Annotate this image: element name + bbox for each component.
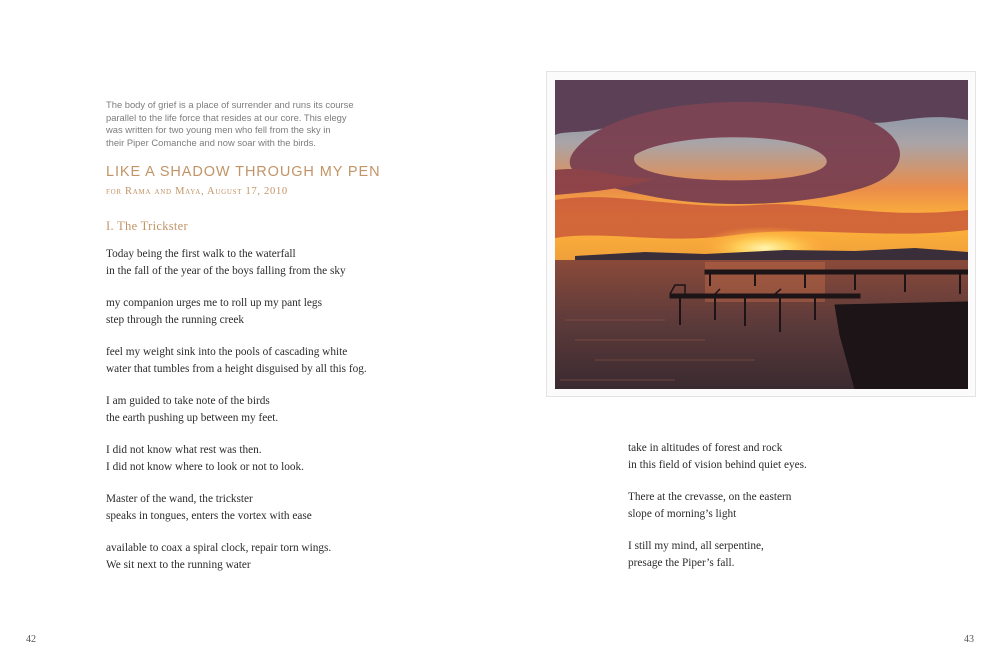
poem-line: I did not know where to look or not to look.: [106, 460, 304, 473]
dock-structure: [835, 302, 968, 389]
page-number-left: 42: [26, 634, 36, 645]
poem-line: We sit next to the running water: [106, 558, 251, 571]
stanza: [106, 491, 367, 524]
poem-title: LIKE A SHADOW THROUGH MY PEN: [106, 164, 381, 180]
poem-line: slope of morning’s light: [628, 507, 737, 520]
poem-line: I did not know what rest was then.: [106, 444, 262, 456]
stanza: [628, 440, 807, 473]
poem-line: take in altitudes of forest and rock: [628, 442, 783, 454]
poem-dedication: for Rama and Maya, August 17, 2010: [106, 186, 288, 197]
stanza: [106, 246, 367, 279]
section-title: I. The Trickster: [106, 219, 188, 233]
poem-line: Master of the wand, the trickster: [106, 493, 253, 505]
intro-line: parallel to the life force that resides at our core. This elegy: [106, 111, 347, 123]
stanza: [106, 393, 367, 426]
poem-line: There at the crevasse, on the eastern: [628, 491, 792, 503]
stanza: [106, 442, 367, 475]
poem-line: I am guided to take note of the birds: [106, 395, 270, 407]
poem-line: in the fall of the year of the boys falling from the sky: [106, 264, 346, 277]
intro-line: was written for two young men who fell from the sky in: [106, 124, 331, 136]
poem-line: available to coax a spiral clock, repair torn wings.: [106, 542, 332, 554]
left-stanzas: [106, 246, 367, 589]
poem-line: I still my mind, all serpentine,: [628, 540, 764, 552]
poem-line: in this field of vision behind quiet eyes.: [628, 458, 807, 471]
intro-line: their Piper Comanche and now soar with the birds.: [106, 136, 317, 148]
poem-line: speaks in tongues, enters the vortex with ease: [106, 509, 312, 522]
near-pier-deck: [670, 294, 860, 298]
sunset-pier-photo: [555, 80, 968, 389]
stanza: [628, 489, 807, 522]
intro-line: The body of grief is a place of surrender and runs its course: [106, 99, 354, 110]
intro-paragraph: [106, 99, 381, 149]
poem-line: Today being the first walk to the waterfall: [106, 248, 296, 260]
page-number-right: 43: [964, 634, 974, 645]
stanza: [628, 538, 807, 571]
poem-line: the earth pushing up between my feet.: [106, 411, 279, 424]
right-stanzas: [628, 440, 807, 587]
poem-line: feel my weight sink into the pools of cascading white: [106, 346, 348, 358]
far-pier-deck: [705, 270, 968, 274]
poem-line: step through the running creek: [106, 313, 245, 326]
poem-line: my companion urges me to roll up my pant legs: [106, 297, 322, 309]
poem-line: presage the Piper’s fall.: [628, 556, 735, 569]
stanza: [106, 295, 367, 328]
stanza: [106, 540, 367, 573]
poem-line: water that tumbles from a height disguised by all this fog.: [106, 362, 367, 375]
photo-frame: [546, 71, 976, 397]
stanza: [106, 344, 367, 377]
